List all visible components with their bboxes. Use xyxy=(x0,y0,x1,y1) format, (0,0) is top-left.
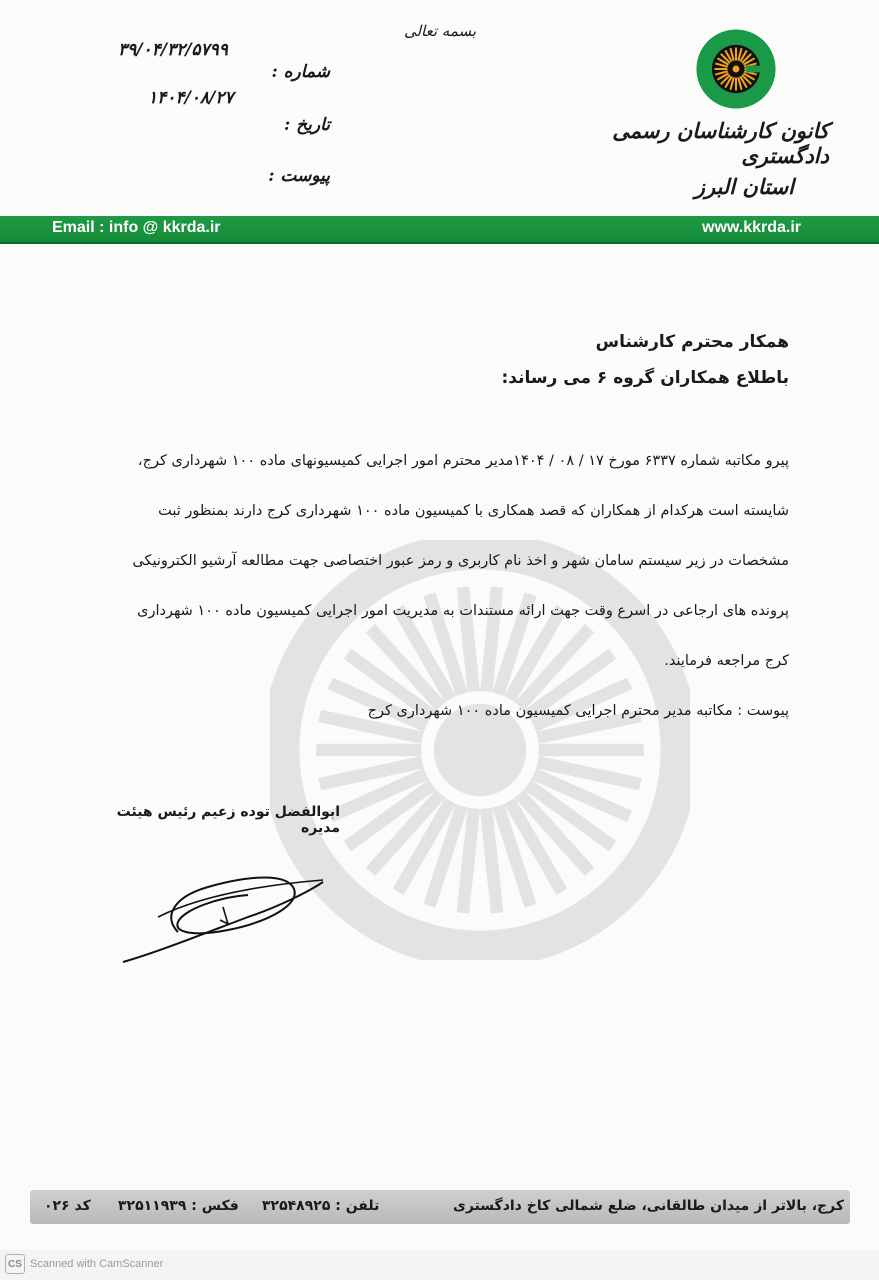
body-line: پیرو مکاتبه شماره ۶۳۳۷ مورخ ۱۷ / ۰۸ / ۱۴۰۴مدیر محترم امور اجرایی کمیسیونهای ماده ۱۰۰ شهرداری کرج، xyxy=(137,453,789,469)
organization-logo xyxy=(693,26,779,112)
date-label: تاریخ : xyxy=(283,115,330,135)
camscanner-icon: CS xyxy=(5,1254,25,1274)
scanner-watermark xyxy=(5,1252,163,1276)
body-line: شایسته است هرکدام از همکاران که قصد همکاری با کمیسیون ماده ۱۰۰ شهرداری کرج دارند بمنظور ثبت xyxy=(158,503,789,519)
salutation-subject: باطلاع همکاران گروه ۶ می رساند: xyxy=(501,368,789,388)
body-line: کرج مراجعه فرمایند. xyxy=(664,653,789,669)
email-address: Email : info @ kkrda.ir xyxy=(52,219,221,236)
watermark-ray xyxy=(486,808,497,912)
body-line: مشخصات در زیر سیستم سامان شهر و اخذ نام کاربری و رمز عبور اختصاصی جهت مطالعه آرشیو الکترونیکی xyxy=(132,553,789,569)
footer-area-code: کد ۰۲۶ xyxy=(44,1198,91,1214)
attachment-note: پیوست : مکاتبه مدیر محترم اجرایی کمیسیون ماده ۱۰۰ شهرداری کرج xyxy=(367,703,789,719)
attachment-label: پیوست : xyxy=(268,166,330,186)
body-line: پرونده های ارجاعی در اسرع وقت جهت ارائه مستندات به مدیریت امور اجرایی کمیسیون ماده ۱۰۰ شهرداری xyxy=(137,603,789,619)
contact-bar xyxy=(0,216,879,244)
signer-name: ابوالفضل توده زعیم رئیس هیئت مدیره xyxy=(116,804,340,836)
basmala: بسمه تعالی xyxy=(403,22,477,40)
scanner-text: Scanned with CamScanner xyxy=(30,1258,164,1270)
footer-contact-bar xyxy=(30,1190,850,1224)
letter-body xyxy=(74,436,789,686)
website-address: www.kkrda.ir xyxy=(702,219,801,236)
watermark-ray xyxy=(463,808,474,912)
handwritten-signature xyxy=(118,862,333,972)
footer-phone: تلفن : ۳۲۵۴۸۹۲۵ xyxy=(262,1198,380,1214)
organization-name: کانون کارشناسان رسمی دادگستری xyxy=(612,118,829,168)
footer-fax: فکس : ۳۲۵۱۱۹۳۹ xyxy=(118,1198,239,1214)
salutation-recipient: همکار محترم کارشناس xyxy=(595,332,789,352)
letter-date: ۱۴۰۴/۰۸/۲۷ xyxy=(148,88,234,108)
letter-number: ۳۹/۰۴/۳۲/۵۷۹۹ xyxy=(118,40,228,60)
number-label: شماره : xyxy=(271,62,330,82)
footer-address: کرج، بالاتر از میدان طالقانی، ضلع شمالی کاخ دادگستری xyxy=(453,1198,844,1214)
organization-province: استان البرز xyxy=(694,174,794,199)
